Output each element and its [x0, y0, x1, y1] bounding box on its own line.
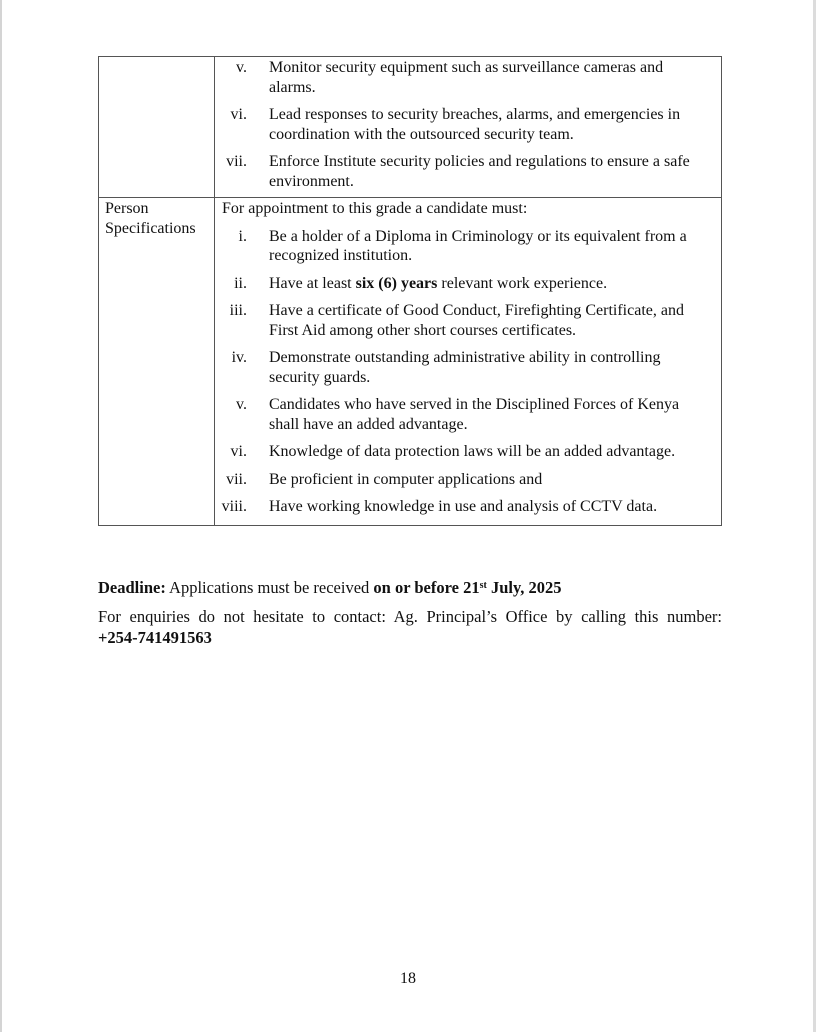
list-item [215, 395, 711, 434]
list-item [215, 227, 711, 266]
list-item [215, 442, 711, 462]
list-item [215, 470, 711, 490]
list-number: v. [236, 59, 247, 76]
list-text: Have a certificate of Good Conduct, Firefighting Certificate, and First Aid among other short courses certificates. [269, 302, 684, 339]
person-specifications-row [99, 198, 722, 526]
page-edge [0, 0, 2, 1032]
list-text: Be proficient in computer applications and [269, 470, 543, 488]
list-item [215, 152, 711, 191]
list-number: viii. [221, 498, 247, 515]
list-number: i. [238, 227, 247, 245]
list-text: Knowledge of data protection laws will be an added advantage. [269, 443, 676, 460]
list-text: Lead responses to security breaches, alarms, and emergencies in coordination with the outsourced security team. [269, 106, 681, 143]
list-number: vii. [226, 153, 247, 170]
list-item [215, 274, 711, 294]
list-text [269, 274, 711, 294]
deadline-date-suffix: st [479, 580, 487, 591]
deadline-text: Applications must be received [165, 578, 374, 597]
deadline-line [98, 578, 562, 598]
list-text: Candidates who have served in the Disciplined Forces of Kenya shall have an added advantage. [269, 396, 680, 433]
specifications-lead: For appointment to this grade a candidate must: [222, 200, 528, 217]
deadline-date-day: on or before 21 [373, 578, 480, 597]
enquiries-text: For enquiries do not hesitate to contact: Ag. Principal’s Office by calling this number: [98, 607, 722, 626]
list-item [215, 105, 711, 144]
duties-label-cell [99, 57, 215, 198]
list-text: Have working knowledge in use and analysis of CCTV data. [269, 498, 658, 515]
list-number: v. [236, 396, 247, 413]
deadline-date-month-year: July, 2025 [486, 578, 562, 597]
text-segment: Have at least [269, 274, 356, 292]
list-text: Monitor security equipment such as surveillance cameras and alarms. [269, 59, 664, 96]
experience-years: six (6) years [355, 274, 438, 292]
deadline-label: Deadline: [98, 578, 166, 597]
list-number: vi. [230, 106, 247, 123]
list-item [215, 348, 711, 387]
deadline-date [373, 578, 561, 597]
list-number: iv. [231, 349, 247, 366]
text-segment: relevant work experience. [437, 274, 608, 292]
page-number: 18 [400, 970, 416, 987]
list-item [215, 497, 711, 517]
person-specifications-label: Person Specifications [99, 198, 215, 526]
list-number: vii. [226, 470, 247, 488]
list-number: ii. [234, 274, 247, 292]
duties-content-cell [215, 57, 722, 198]
contact-phone-number: +254-741491563 [98, 628, 212, 647]
list-item [215, 301, 711, 340]
list-item [215, 58, 711, 97]
person-specifications-content [215, 198, 722, 526]
list-number: iii. [229, 302, 247, 319]
list-text: Demonstrate outstanding administrative ability in controlling security guards. [269, 349, 661, 386]
list-text: Enforce Institute security policies and regulations to ensure a safe environment. [269, 153, 690, 190]
list-text: Be a holder of a Diploma in Criminology or its equivalent from a recognized institution. [269, 227, 687, 264]
duties-row [99, 57, 722, 198]
list-number: vi. [230, 443, 247, 460]
job-requirements-table [98, 56, 722, 526]
